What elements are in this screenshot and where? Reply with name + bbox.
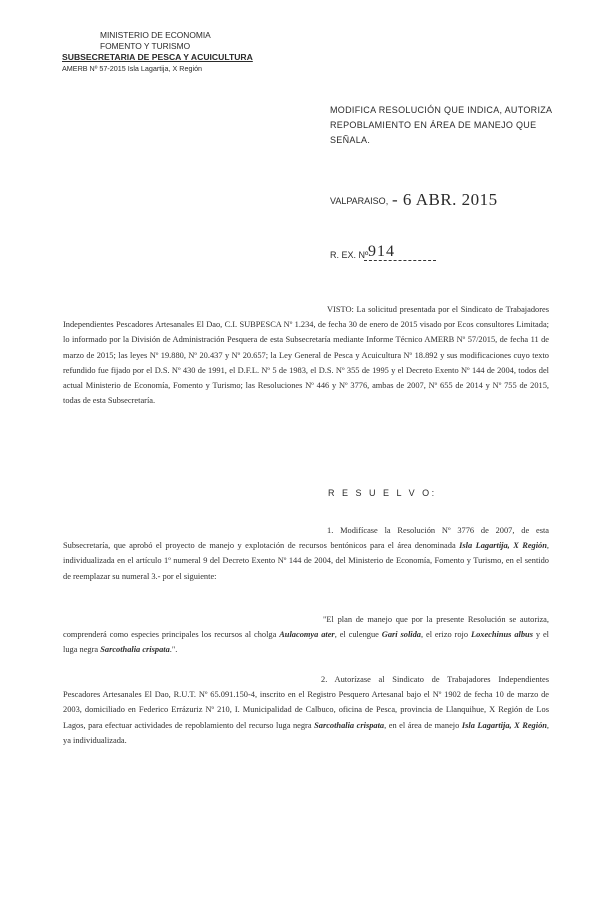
ministry-name: MINISTERIO DE ECONOMIA: [100, 30, 211, 40]
quote-text-c: , el erizo rojo: [420, 630, 471, 640]
article-1-quote: [63, 612, 549, 658]
article-1-lead: 1. Modifícase la Resolución Nº 3776 de 2007,: [327, 526, 515, 535]
species-repoblamiento: Sarcothalia crispata: [314, 720, 385, 730]
quote-text-d: y el luga negra: [63, 630, 550, 655]
rex-label: R. EX. Nº: [330, 250, 369, 260]
date-stamp: - 6 ABR. 2015: [392, 190, 498, 209]
quote-text-a: Resolución se autoriza, comprenderá como especies principales los recursos al cholga: [63, 615, 549, 640]
article-1-text-b: , individualizada en el artículo 1º numeral 9 del Decreto Exento Nº 144 de 2004, del Ministerio de Economía, Fomento y Turismo, en el sentido de reemplazar su numeral 3.- por el siguiente:: [63, 541, 549, 581]
subsecretariat-name: SUBSECRETARIA DE PESCA Y ACUICULTURA: [62, 52, 253, 62]
species-1: Aulacomya ater: [279, 630, 335, 640]
species-4: Sarcothalia crispata: [100, 645, 170, 655]
ministry-branch: FOMENTO Y TURISMO: [100, 41, 191, 51]
quote-text-e: .".: [169, 645, 178, 655]
article-1: [63, 523, 549, 584]
article-1-text-a: de esta Subsecretaría, que aprobó el proyecto de manejo y explotación de recursos bentónicos para el área denominada: [63, 526, 550, 551]
rex-number: 914: [368, 243, 395, 260]
article-2-text-b: , en el área de manejo: [384, 720, 462, 730]
article-2-text-c: , ya individualizada.: [63, 720, 550, 745]
visto-text: VISTO: La solicitud presentada por el Sindicato de Trabajadores Independientes Pescadores Artesanales El Dao, C.I. SUBPESCA Nº 1.234, de fecha 30 de enero de 2015 visado por Ecos consultores Limitada; lo informado por la División de Administración Pesquera de esta Subsecretaría mediante Informe Técnico AMERB Nº 57/2015, de fecha 11 de marzo de 2015; las leyes Nº 19.880, Nº 20.437 y Nº 20.657; la Ley General de Pesca y Acuicultura Nº 18.892 y sus modificaciones cuyo texto refundido fue fijado por el D.S. Nº 430 de 1991, el D.F.L. Nº 5 de 1983, el D.S. Nº 355 de 1995 y el Decreto Exento Nº 144 de 2004, todos del actual Ministerio de Economía, Fomento y Turismo; las Resoluciones Nº 446 y Nº 3776, ambas de 2007, Nº 655 de 2014 y Nº 755 de 2015, todas de esta Subsecretaría.: [63, 305, 549, 406]
area-name-2: Isla Lagartija, X Región: [461, 720, 547, 730]
article-2: [63, 672, 549, 748]
species-2: Gari solida: [381, 630, 421, 640]
resuelvo-heading: R E S U E L V O:: [328, 488, 437, 498]
area-name: Isla Lagartija, X Región: [459, 541, 547, 551]
place: VALPARAISO,: [330, 196, 389, 206]
place-date: [330, 190, 570, 212]
resolution-number: [330, 243, 570, 265]
article-2-lead: 2. Autorízase al Sindicato de Trabajadores: [321, 675, 491, 684]
letterhead: [62, 30, 262, 74]
visto-paragraph: [63, 302, 549, 408]
resolution-subject: MODIFICA RESOLUCIÓN QUE INDICA, AUTORIZA REPOBLAMIENTO EN ÁREA DE MANEJO QUE SEÑALA.: [330, 105, 552, 145]
rex-underline: [364, 260, 436, 261]
species-3: Loxechinus albus: [470, 630, 533, 640]
article-2-text-a: Independientes Pescadores Artesanales El Dao, R.U.T. Nº 65.091.150-4, inscrito en el Registro Pesquero Artesanal bajo el Nº 1902 de fecha 10 de marzo de 2003, domiciliado en Federico Errázuriz Nº 210, I. Municipalidad de Calbuco, oficina de Pesca, provincia de Llanquihue, X Región de Los Lagos, para efectuar actividades de repoblamiento del recurso luga negra: [63, 675, 550, 730]
quote-text-b: , el culengue: [334, 630, 382, 640]
amerb-reference: AMERB Nº 57-2015 Isla Lagartija, X Región: [62, 64, 203, 73]
quote-lead: "El plan de manejo que por la presente: [323, 615, 465, 624]
